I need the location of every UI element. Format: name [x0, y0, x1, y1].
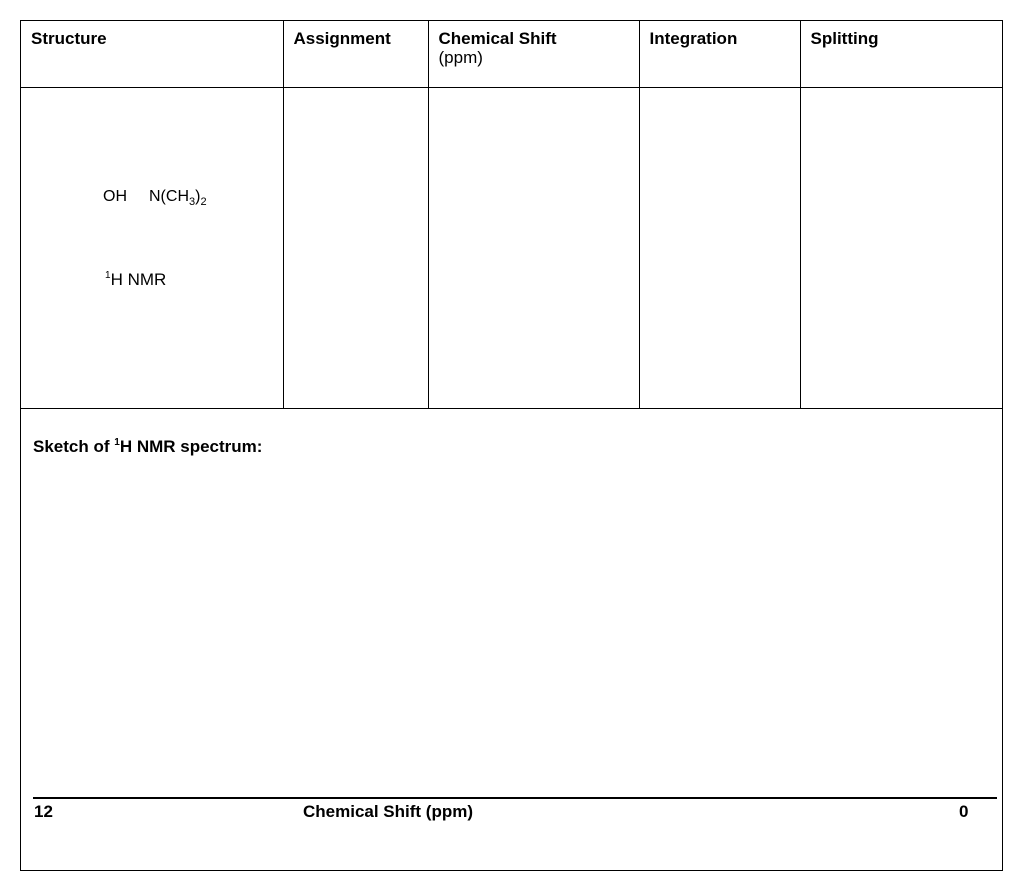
table-header-row [21, 21, 1002, 88]
sketch-title-superscript: 1 [114, 437, 120, 448]
sketch-title-prefix: Sketch of [33, 437, 115, 456]
header-structure-label: Structure [31, 29, 107, 48]
header-assignment [283, 21, 428, 88]
header-splitting-label: Splitting [810, 29, 879, 48]
sketch-title-suffix: H NMR spectrum: [119, 437, 263, 456]
header-chemical-shift [428, 21, 639, 88]
axis-right-value: 0 [959, 802, 969, 821]
header-splitting [800, 21, 1002, 88]
header-chemical-shift-unit: (ppm) [438, 48, 483, 67]
assignment-cell[interactable] [283, 88, 428, 409]
oh-label: OH [103, 188, 127, 205]
splitting-cell[interactable] [800, 88, 1002, 409]
header-integration [639, 21, 800, 88]
sketch-title [33, 437, 262, 457]
nmr-label [105, 270, 166, 290]
axis-title: Chemical Shift (ppm) [303, 802, 474, 821]
nmr-label-superscript: 1 [105, 270, 111, 281]
chemical-shift-cell[interactable] [428, 88, 639, 409]
header-chemical-shift-label: Chemical Shift [438, 29, 557, 48]
nmr-assignment-table [21, 21, 1002, 409]
structure-cell [21, 88, 283, 409]
header-structure [21, 21, 283, 88]
integration-cell[interactable] [639, 88, 800, 409]
header-assignment-label: Assignment [293, 29, 391, 48]
spectrum-axis-line [33, 797, 997, 799]
dimethylamino-label: $N(CH_3)_2$ [149, 188, 207, 208]
nmr-worksheet [20, 20, 1003, 871]
header-integration-label: Integration [649, 29, 738, 48]
molecule-structure [57, 184, 227, 246]
table-row [21, 88, 1002, 409]
axis-left-value: 12 [34, 802, 53, 821]
nmr-label-text: H NMR [110, 270, 167, 289]
